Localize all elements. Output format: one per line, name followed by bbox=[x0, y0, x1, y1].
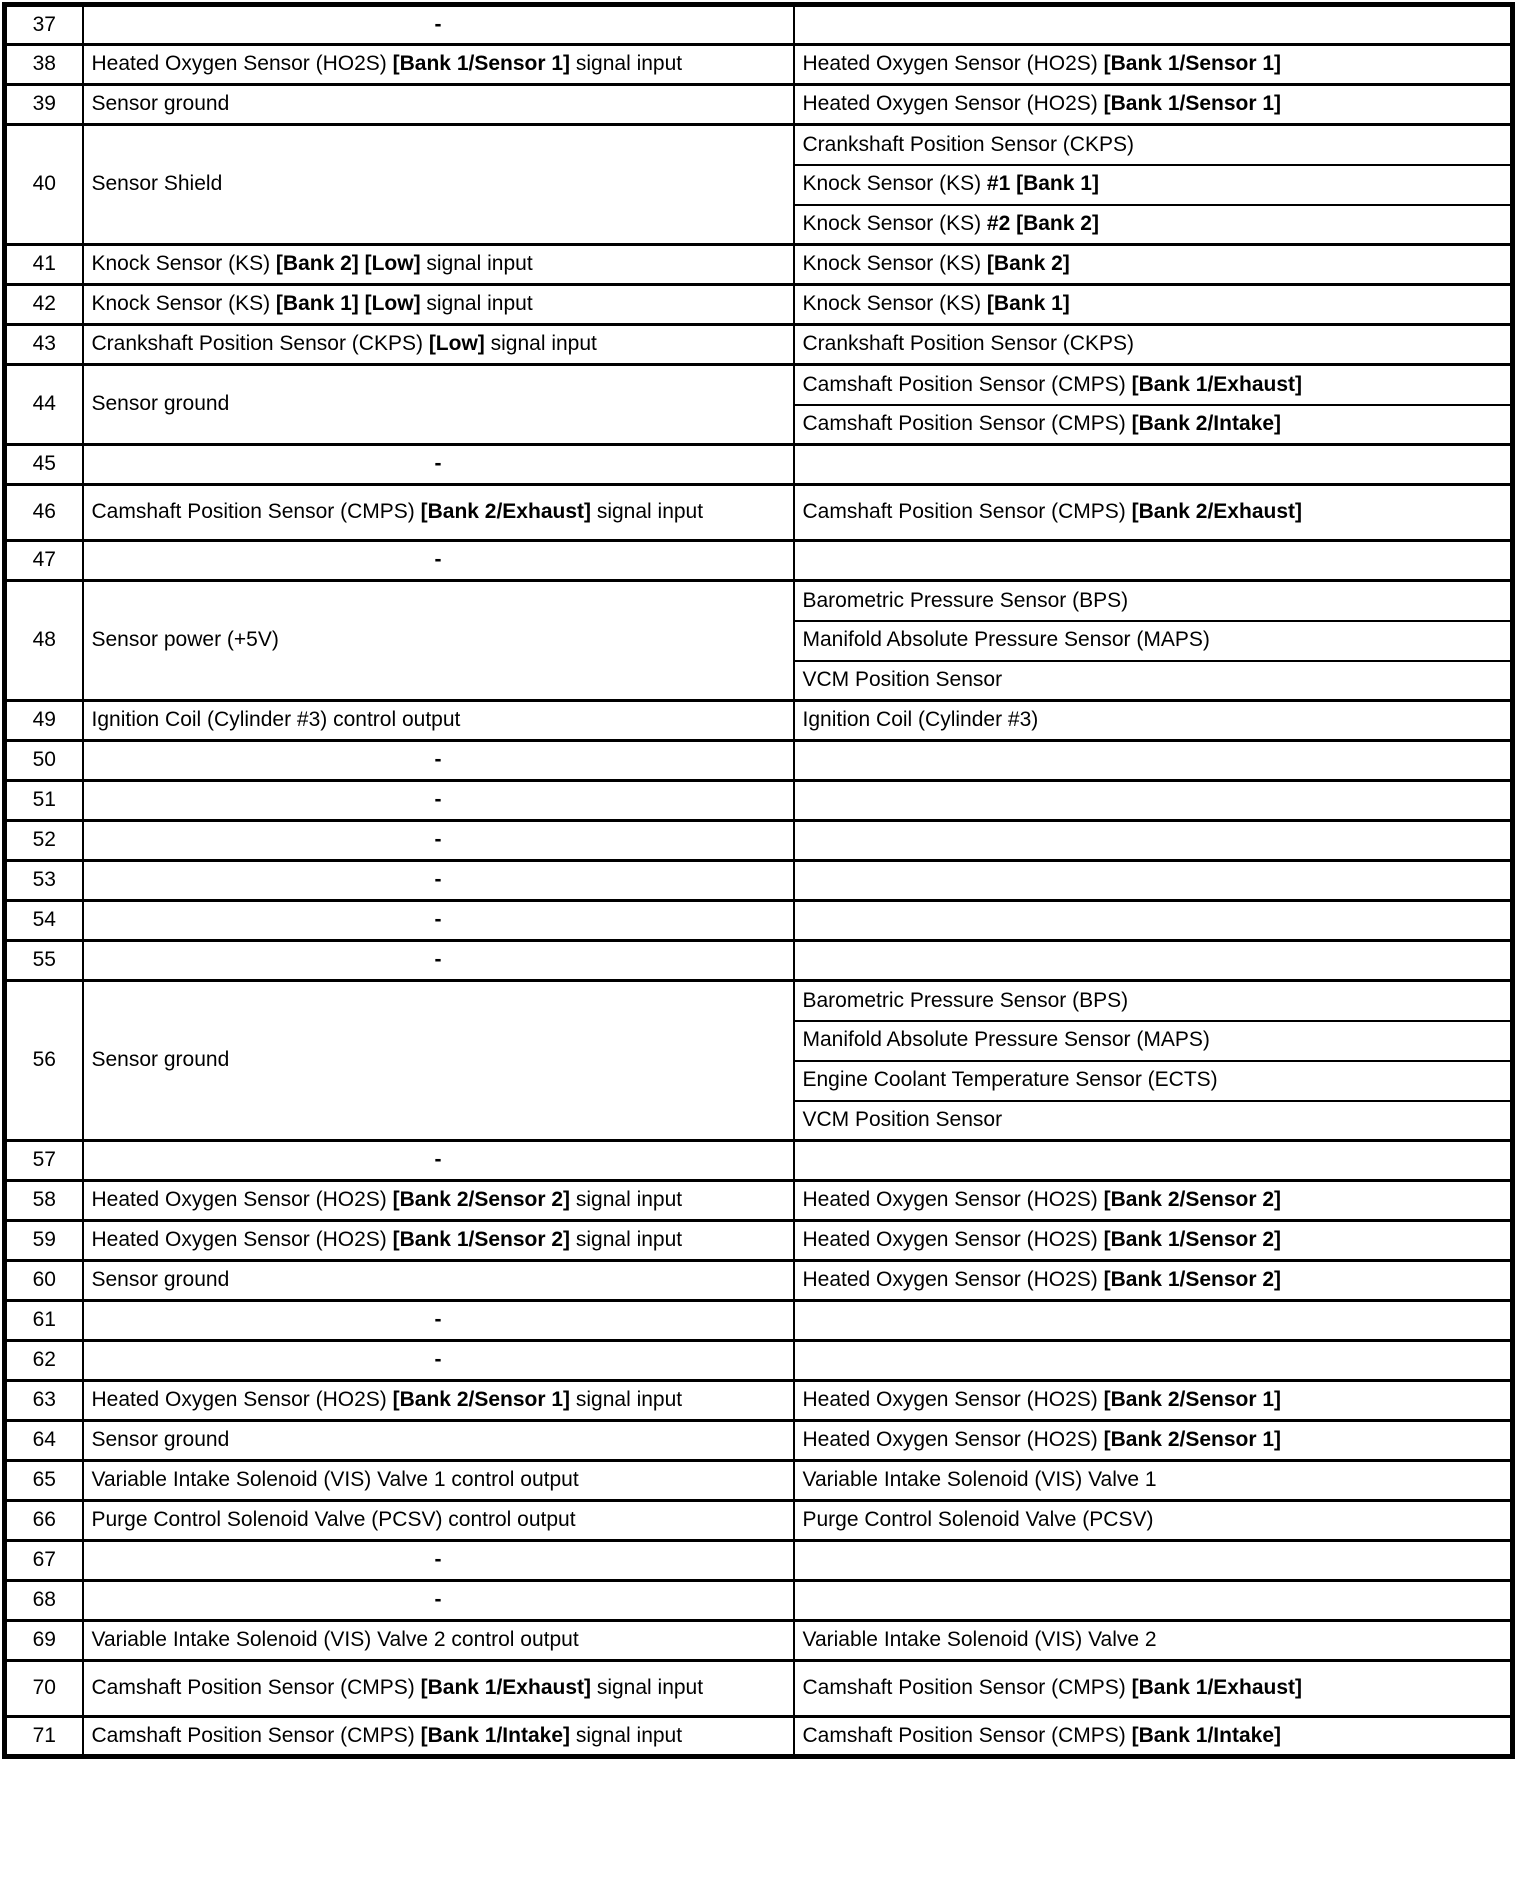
connected-to-cell: Heated Oxygen Sensor (HO2S) [Bank 1/Sensor 2] bbox=[794, 1221, 1513, 1261]
connected-to-cell: VCM Position Sensor bbox=[794, 661, 1513, 701]
description-cell: Sensor ground bbox=[83, 981, 794, 1141]
pin-number-cell: 58 bbox=[5, 1181, 83, 1221]
description-cell: - bbox=[83, 861, 794, 901]
pin-row-64 bbox=[5, 1421, 1513, 1461]
pin-number-cell: 43 bbox=[5, 325, 83, 365]
pin-row-65 bbox=[5, 1461, 1513, 1501]
connected-to-cell bbox=[794, 1141, 1513, 1181]
description-cell: Sensor ground bbox=[83, 85, 794, 125]
pin-row-40-sub1 bbox=[5, 125, 1513, 165]
pin-number-cell: 39 bbox=[5, 85, 83, 125]
connected-to-cell: Camshaft Position Sensor (CMPS) [Bank 1/Exhaust] bbox=[794, 1661, 1513, 1717]
connected-to-cell bbox=[794, 941, 1513, 981]
pin-table-body bbox=[5, 5, 1513, 1757]
connected-to-cell: Ignition Coil (Cylinder #3) bbox=[794, 701, 1513, 741]
connected-to-cell: Crankshaft Position Sensor (CKPS) bbox=[794, 125, 1513, 165]
pin-row-61 bbox=[5, 1301, 1513, 1341]
pin-number-cell: 52 bbox=[5, 821, 83, 861]
pin-row-48-sub1 bbox=[5, 581, 1513, 621]
description-cell: Sensor ground bbox=[83, 1261, 794, 1301]
description-cell: Camshaft Position Sensor (CMPS) [Bank 1/Exhaust] signal input bbox=[83, 1661, 794, 1717]
description-cell: - bbox=[83, 941, 794, 981]
ecm-connector-pin-table bbox=[2, 2, 1515, 1759]
description-cell: Purge Control Solenoid Valve (PCSV) control output bbox=[83, 1501, 794, 1541]
pin-number-cell: 42 bbox=[5, 285, 83, 325]
description-cell: - bbox=[83, 1341, 794, 1381]
pin-number-cell: 54 bbox=[5, 901, 83, 941]
connected-to-cell: Barometric Pressure Sensor (BPS) bbox=[794, 581, 1513, 621]
connected-to-cell: Camshaft Position Sensor (CMPS) [Bank 1/Intake] bbox=[794, 1717, 1513, 1757]
pin-number-cell: 47 bbox=[5, 541, 83, 581]
pin-number-cell: 44 bbox=[5, 365, 83, 445]
pin-row-47 bbox=[5, 541, 1513, 581]
pin-row-57 bbox=[5, 1141, 1513, 1181]
description-cell: Heated Oxygen Sensor (HO2S) [Bank 1/Sensor 2] signal input bbox=[83, 1221, 794, 1261]
connected-to-cell: Camshaft Position Sensor (CMPS) [Bank 1/Exhaust] bbox=[794, 365, 1513, 405]
connected-to-cell: Variable Intake Solenoid (VIS) Valve 2 bbox=[794, 1621, 1513, 1661]
pin-number-cell: 60 bbox=[5, 1261, 83, 1301]
connected-to-cell: Knock Sensor (KS) #2 [Bank 2] bbox=[794, 205, 1513, 245]
pin-row-45 bbox=[5, 445, 1513, 485]
pin-row-53 bbox=[5, 861, 1513, 901]
pin-row-41 bbox=[5, 245, 1513, 285]
pin-number-cell: 51 bbox=[5, 781, 83, 821]
pin-number-cell: 37 bbox=[5, 5, 83, 45]
description-cell: - bbox=[83, 445, 794, 485]
connected-to-cell: Manifold Absolute Pressure Sensor (MAPS) bbox=[794, 621, 1513, 661]
description-cell: Camshaft Position Sensor (CMPS) [Bank 1/Intake] signal input bbox=[83, 1717, 794, 1757]
pin-number-cell: 46 bbox=[5, 485, 83, 541]
description-cell: Heated Oxygen Sensor (HO2S) [Bank 2/Sensor 2] signal input bbox=[83, 1181, 794, 1221]
pin-row-68 bbox=[5, 1581, 1513, 1621]
connected-to-cell: Heated Oxygen Sensor (HO2S) [Bank 2/Sensor 2] bbox=[794, 1181, 1513, 1221]
pin-number-cell: 62 bbox=[5, 1341, 83, 1381]
pin-row-67 bbox=[5, 1541, 1513, 1581]
connected-to-cell bbox=[794, 541, 1513, 581]
connected-to-cell: Barometric Pressure Sensor (BPS) bbox=[794, 981, 1513, 1021]
description-cell: - bbox=[83, 901, 794, 941]
pin-number-cell: 40 bbox=[5, 125, 83, 245]
pin-number-cell: 61 bbox=[5, 1301, 83, 1341]
connected-to-cell: VCM Position Sensor bbox=[794, 1101, 1513, 1141]
connected-to-cell bbox=[794, 445, 1513, 485]
connected-to-cell bbox=[794, 1581, 1513, 1621]
description-cell: - bbox=[83, 1541, 794, 1581]
description-cell: Knock Sensor (KS) [Bank 2] [Low] signal input bbox=[83, 245, 794, 285]
connected-to-cell: Purge Control Solenoid Valve (PCSV) bbox=[794, 1501, 1513, 1541]
pin-row-71 bbox=[5, 1717, 1513, 1757]
pin-row-58 bbox=[5, 1181, 1513, 1221]
description-cell: Sensor power (+5V) bbox=[83, 581, 794, 701]
connected-to-cell: Knock Sensor (KS) [Bank 1] bbox=[794, 285, 1513, 325]
connected-to-cell: Camshaft Position Sensor (CMPS) [Bank 2/Intake] bbox=[794, 405, 1513, 445]
connected-to-cell: Heated Oxygen Sensor (HO2S) [Bank 2/Sensor 1] bbox=[794, 1381, 1513, 1421]
pin-row-66 bbox=[5, 1501, 1513, 1541]
connected-to-cell: Knock Sensor (KS) [Bank 2] bbox=[794, 245, 1513, 285]
pin-row-69 bbox=[5, 1621, 1513, 1661]
description-cell: - bbox=[83, 1301, 794, 1341]
pin-number-cell: 71 bbox=[5, 1717, 83, 1757]
pin-row-46 bbox=[5, 485, 1513, 541]
connected-to-cell: Heated Oxygen Sensor (HO2S) [Bank 1/Sensor 2] bbox=[794, 1261, 1513, 1301]
pin-row-51 bbox=[5, 781, 1513, 821]
connected-to-cell: Heated Oxygen Sensor (HO2S) [Bank 1/Sensor 1] bbox=[794, 85, 1513, 125]
connected-to-cell: Engine Coolant Temperature Sensor (ECTS) bbox=[794, 1061, 1513, 1101]
pin-row-37 bbox=[5, 5, 1513, 45]
connected-to-cell bbox=[794, 1301, 1513, 1341]
description-cell: Heated Oxygen Sensor (HO2S) [Bank 2/Sensor 1] signal input bbox=[83, 1381, 794, 1421]
connected-to-cell: Heated Oxygen Sensor (HO2S) [Bank 2/Sensor 1] bbox=[794, 1421, 1513, 1461]
pin-row-60 bbox=[5, 1261, 1513, 1301]
pin-number-cell: 65 bbox=[5, 1461, 83, 1501]
pin-row-43 bbox=[5, 325, 1513, 365]
pin-number-cell: 69 bbox=[5, 1621, 83, 1661]
pin-number-cell: 57 bbox=[5, 1141, 83, 1181]
description-cell: Sensor ground bbox=[83, 365, 794, 445]
description-cell: - bbox=[83, 541, 794, 581]
pin-row-55 bbox=[5, 941, 1513, 981]
pin-number-cell: 67 bbox=[5, 1541, 83, 1581]
pin-row-54 bbox=[5, 901, 1513, 941]
pin-row-70 bbox=[5, 1661, 1513, 1717]
pin-row-63 bbox=[5, 1381, 1513, 1421]
connected-to-cell: Knock Sensor (KS) #1 [Bank 1] bbox=[794, 165, 1513, 205]
connected-to-cell bbox=[794, 5, 1513, 45]
connected-to-cell bbox=[794, 821, 1513, 861]
connected-to-cell bbox=[794, 1541, 1513, 1581]
pin-number-cell: 55 bbox=[5, 941, 83, 981]
pin-row-62 bbox=[5, 1341, 1513, 1381]
pin-number-cell: 53 bbox=[5, 861, 83, 901]
pin-number-cell: 68 bbox=[5, 1581, 83, 1621]
pin-row-44-sub1 bbox=[5, 365, 1513, 405]
description-cell: Variable Intake Solenoid (VIS) Valve 2 control output bbox=[83, 1621, 794, 1661]
pin-number-cell: 50 bbox=[5, 741, 83, 781]
pin-number-cell: 45 bbox=[5, 445, 83, 485]
connected-to-cell: Crankshaft Position Sensor (CKPS) bbox=[794, 325, 1513, 365]
description-cell: Sensor ground bbox=[83, 1421, 794, 1461]
pin-number-cell: 49 bbox=[5, 701, 83, 741]
description-cell: - bbox=[83, 741, 794, 781]
connected-to-cell bbox=[794, 901, 1513, 941]
pin-number-cell: 48 bbox=[5, 581, 83, 701]
pin-row-49 bbox=[5, 701, 1513, 741]
pin-number-cell: 63 bbox=[5, 1381, 83, 1421]
connected-to-cell: Heated Oxygen Sensor (HO2S) [Bank 1/Sensor 1] bbox=[794, 45, 1513, 85]
pin-row-56-sub1 bbox=[5, 981, 1513, 1021]
connected-to-cell bbox=[794, 741, 1513, 781]
description-cell: Heated Oxygen Sensor (HO2S) [Bank 1/Sensor 1] signal input bbox=[83, 45, 794, 85]
pin-number-cell: 41 bbox=[5, 245, 83, 285]
pin-number-cell: 70 bbox=[5, 1661, 83, 1717]
pin-row-50 bbox=[5, 741, 1513, 781]
connected-to-cell: Manifold Absolute Pressure Sensor (MAPS) bbox=[794, 1021, 1513, 1061]
pin-row-59 bbox=[5, 1221, 1513, 1261]
connected-to-cell bbox=[794, 861, 1513, 901]
connected-to-cell: Variable Intake Solenoid (VIS) Valve 1 bbox=[794, 1461, 1513, 1501]
pin-row-39 bbox=[5, 85, 1513, 125]
description-cell: Variable Intake Solenoid (VIS) Valve 1 control output bbox=[83, 1461, 794, 1501]
description-cell: Ignition Coil (Cylinder #3) control output bbox=[83, 701, 794, 741]
description-cell: - bbox=[83, 5, 794, 45]
description-cell: Sensor Shield bbox=[83, 125, 794, 245]
description-cell: Knock Sensor (KS) [Bank 1] [Low] signal input bbox=[83, 285, 794, 325]
pin-row-38 bbox=[5, 45, 1513, 85]
pin-number-cell: 38 bbox=[5, 45, 83, 85]
connected-to-cell bbox=[794, 781, 1513, 821]
description-cell: - bbox=[83, 1581, 794, 1621]
pin-row-42 bbox=[5, 285, 1513, 325]
description-cell: - bbox=[83, 1141, 794, 1181]
pin-number-cell: 64 bbox=[5, 1421, 83, 1461]
pin-number-cell: 56 bbox=[5, 981, 83, 1141]
connected-to-cell: Camshaft Position Sensor (CMPS) [Bank 2/Exhaust] bbox=[794, 485, 1513, 541]
pin-number-cell: 66 bbox=[5, 1501, 83, 1541]
description-cell: - bbox=[83, 781, 794, 821]
description-cell: Camshaft Position Sensor (CMPS) [Bank 2/Exhaust] signal input bbox=[83, 485, 794, 541]
connected-to-cell bbox=[794, 1341, 1513, 1381]
description-cell: Crankshaft Position Sensor (CKPS) [Low] signal input bbox=[83, 325, 794, 365]
pin-number-cell: 59 bbox=[5, 1221, 83, 1261]
description-cell: - bbox=[83, 821, 794, 861]
pin-row-52 bbox=[5, 821, 1513, 861]
